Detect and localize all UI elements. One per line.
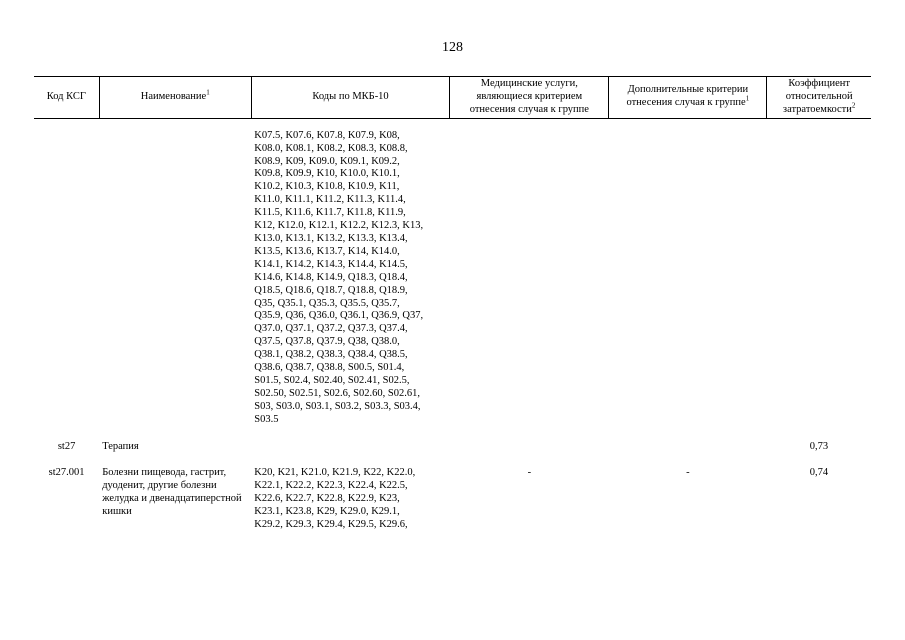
- mkb-code-line: K23.1, K23.8, K29, K29.0, K29.1,: [254, 506, 400, 518]
- mkb-code-line: K08.9, K09, K09.0, K09.1, K09.2,: [254, 155, 400, 167]
- mkb-code-line: K20, K21, K21.0, K21.9, K22, K22.0,: [254, 467, 416, 479]
- table-header-row: [34, 77, 871, 119]
- mkb-code-line: Q18.5, Q18.6, Q18.7, Q18.8, Q18.9,: [254, 284, 408, 296]
- mkb-code-line: K22.6, K22.7, K22.8, K22.9, K23,: [254, 493, 400, 505]
- ksg-table: [34, 76, 871, 532]
- mkb-code-line: K11.5, K11.6, K11.7, K11.8, K11.9,: [254, 207, 406, 219]
- row-coef: 0,73: [809, 440, 829, 452]
- mkb-code-line: K14.6, K14.8, K14.9, Q18.3, Q18.4,: [254, 271, 408, 283]
- mkb-code-line: S03.5: [254, 413, 279, 425]
- row-code: st27: [57, 440, 76, 452]
- header-services: Медицинские услуги, являющиеся критерием отнесения случая к группе: [450, 77, 609, 119]
- mkb-code-line: S01.5, S02.4, S02.40, S02.41, S02.5,: [254, 374, 410, 386]
- header-extra: Дополнительные критерии отнесения случая к группе$^1$: [609, 77, 767, 119]
- mkb-code-line: Q35, Q35.1, Q35.3, Q35.5, Q35.7,: [254, 297, 400, 309]
- row-mkb-codes: [251, 453, 450, 532]
- table-row: [34, 453, 871, 532]
- row-extra: -: [686, 467, 690, 479]
- table-row: [34, 118, 871, 426]
- row-extra: [609, 118, 767, 426]
- mkb-code-line: K07.5, K07.6, K07.8, K07.9, K08,: [254, 129, 400, 141]
- row-code: st27.001: [48, 467, 85, 479]
- row-services: [450, 118, 609, 426]
- header-mkb: Коды по МКБ-10: [251, 77, 450, 119]
- mkb-code-line: K13.5, K13.6, K13.7, K14, K14.0,: [254, 245, 400, 257]
- mkb-code-line: Q38.6, Q38.7, Q38.8, S00.5, S01.4,: [254, 362, 405, 374]
- header-coef: Коэффициент относительной затратоемкости$^2$: [767, 77, 871, 119]
- row-code: [34, 118, 99, 426]
- page-number: 128: [442, 40, 463, 55]
- mkb-code-line: Q37.0, Q37.1, Q37.2, Q37.3, Q37.4,: [254, 323, 408, 335]
- mkb-code-line: Q35.9, Q36, Q36.0, Q36.1, Q36.9, Q37,: [254, 310, 424, 322]
- mkb-code-line: K12, K12.0, K12.1, K12.2, K12.3, K13,: [254, 220, 424, 232]
- row-mkb-codes: [251, 427, 450, 454]
- row-mkb-codes: [251, 118, 450, 426]
- row-services: [450, 427, 609, 454]
- row-services: -: [527, 467, 532, 479]
- mkb-code-line: K09.8, K09.9, K10, K10.0, K10.1,: [254, 168, 400, 180]
- mkb-code-line: K22.1, K22.2, K22.3, K22.4, K22.5,: [254, 480, 408, 492]
- mkb-code-line: S03, S03.0, S03.1, S03.2, S03.3, S03.4,: [254, 400, 421, 412]
- mkb-code-line: K29.2, K29.3, K29.4, K29.5, K29.6,: [254, 519, 408, 531]
- mkb-code-line: K10.2, K10.3, K10.8, K10.9, K11,: [254, 181, 400, 193]
- mkb-code-line: K13.0, K13.1, K13.2, K13.3, K13.4,: [254, 232, 408, 244]
- mkb-code-line: Q37.5, Q37.8, Q37.9, Q38, Q38.0,: [254, 336, 400, 348]
- mkb-code-line: S02.50, S02.51, S02.6, S02.60, S02.61,: [254, 387, 420, 399]
- table-row: [34, 427, 871, 454]
- row-name: Терапия: [102, 440, 139, 452]
- header-code: Код КСГ: [34, 77, 99, 119]
- mkb-code-line: K14.1, K14.2, K14.3, K14.4, K14.5,: [254, 258, 408, 270]
- row-name: [99, 118, 251, 426]
- row-name: Болезни пищевода, гастрит, дуоденит, другие болезни желудка и двенадцатиперстной кишки: [102, 467, 242, 518]
- mkb-code-line: K11.0, K11.1, K11.2, K11.3, K11.4,: [254, 194, 406, 206]
- row-coef: [767, 118, 871, 426]
- row-extra: [609, 427, 767, 454]
- row-coef: 0,74: [809, 467, 829, 479]
- header-name: Наименование$^1$: [99, 77, 251, 119]
- mkb-code-line: K08.0, K08.1, K08.2, K08.3, K08.8,: [254, 142, 408, 154]
- mkb-code-line: Q38.1, Q38.2, Q38.3, Q38.4, Q38.5,: [254, 349, 408, 361]
